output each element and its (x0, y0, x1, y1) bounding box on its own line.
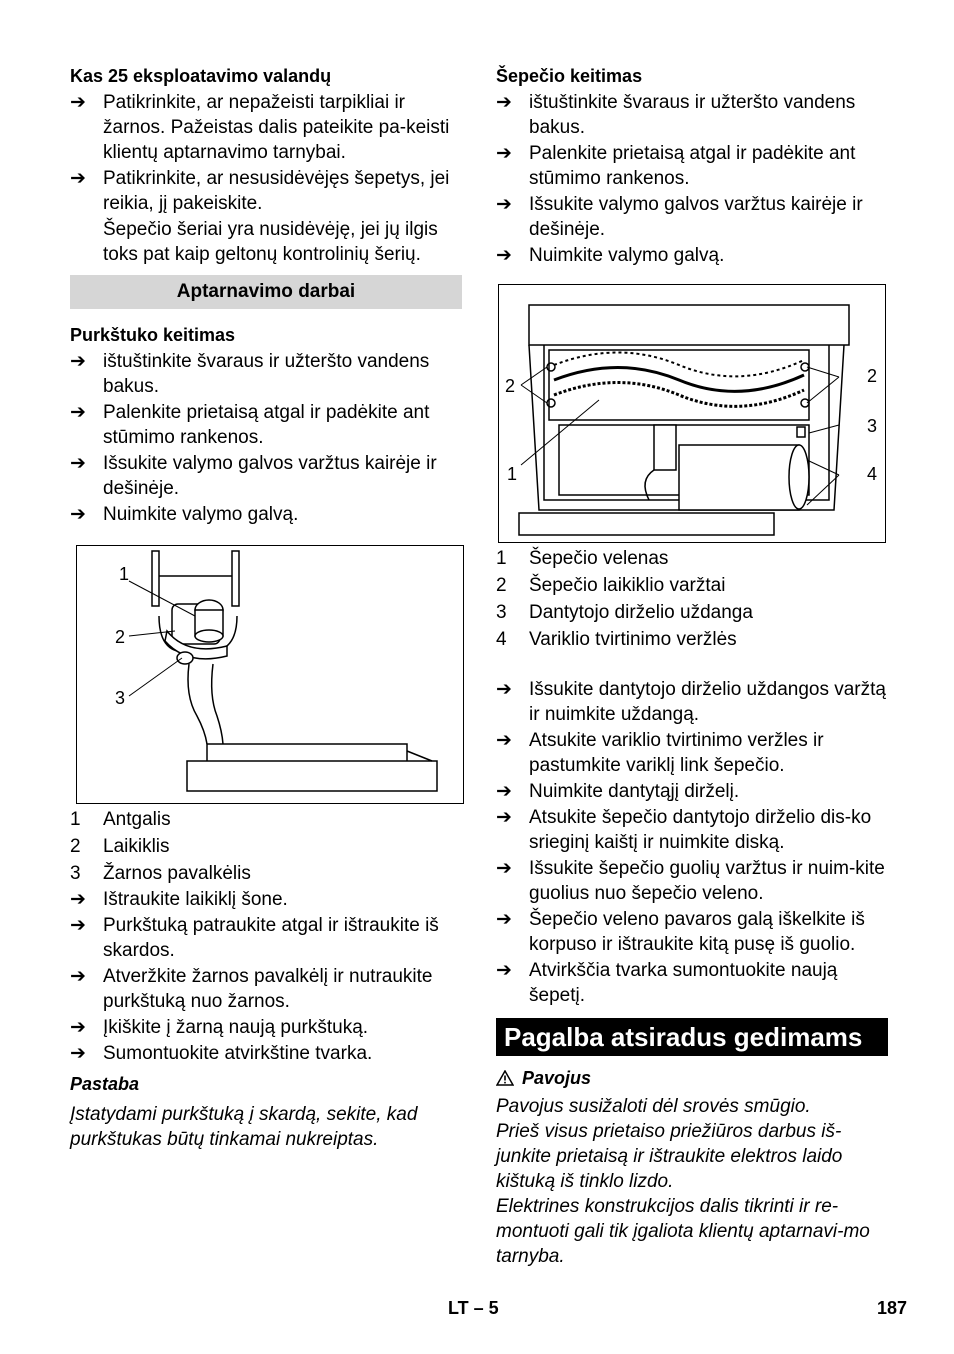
legend-text: Žarnos pavalkėlis (103, 863, 251, 884)
brush-wear-note: Šepečio šeriai yra nusidėvėję, jei jų ilgis toks pat kaip geltonų kontrolinių šerių. (103, 219, 438, 265)
legend-item (70, 806, 462, 833)
step-item (496, 192, 888, 242)
step-text: Išsukite dantytojo dirželio uždangos varžtą ir nuimkite uždangą. (529, 679, 886, 725)
right-arrow-icon: ➔ (70, 504, 86, 525)
step-text: Atsukite šepečio dantytojo dirželio dis-ko srieginį kaištį ir nuimkite diską. (529, 807, 872, 853)
step-item (496, 779, 888, 804)
note-text: Įstatydami purkštuką į skardą, sekite, kad purkštukas būtų tinkamai nukreiptas. (70, 1104, 418, 1150)
step-text: Atsukite variklio tvirtinimo veržles ir pastumkite variklį link šepečio. (529, 730, 824, 776)
legend-number: 2 (70, 836, 81, 857)
callout-3: 3 (115, 688, 126, 708)
legend-item (496, 599, 888, 626)
legend-number: 1 (70, 809, 81, 830)
right-arrow-icon: ➔ (70, 966, 86, 987)
step-text: Patikrinkite, ar nesusidėvėjęs šepetys, jei reikia, jį pakeiskite. (103, 168, 450, 214)
step-item (496, 243, 888, 268)
legend-item (70, 833, 462, 860)
right-arrow-icon: ➔ (496, 143, 512, 164)
danger-line: Pavojus susižaloti dėl srovės smūgio. (496, 1096, 811, 1117)
right-arrow-icon: ➔ (70, 92, 86, 113)
step-item (70, 166, 462, 216)
step-item (70, 913, 462, 963)
step-item (70, 887, 462, 912)
right-arrow-icon: ➔ (496, 909, 512, 930)
legend-item (70, 860, 462, 887)
warning-triangle-icon (496, 1070, 514, 1086)
step-item (496, 856, 888, 906)
brush-illustration (499, 285, 885, 542)
step-item (496, 907, 888, 957)
step-text: Ištraukite laikiklį šone. (103, 889, 288, 910)
legend-item (496, 572, 888, 599)
danger-line: Elektrines konstrukcijos dalis tikrinti ir re-montuoti gali tik įgaliota klientų aptarnavi-mo tarnyba. (496, 1196, 870, 1267)
step-text: Sumontuokite atvirkštine tvarka. (103, 1043, 373, 1064)
nozzle-illustration (77, 546, 463, 803)
step-text: Išsukite šepečio guolių varžtus ir nuim-kite guolius nuo šepečio veleno. (529, 858, 885, 904)
right-arrow-icon: ➔ (496, 679, 512, 700)
legend-text: Variklio tvirtinimo veržlės (529, 629, 737, 650)
legend-number: 3 (70, 863, 81, 884)
step-text: Purkštuką patraukite atgal ir ištraukite iš skardos. (103, 915, 439, 961)
right-arrow-icon: ➔ (70, 168, 86, 189)
callout-2-left: 2 (505, 376, 516, 396)
right-arrow-icon: ➔ (70, 351, 86, 372)
danger-line: Prieš visus prietaiso priežiūros darbus iš-junkite prietaisą ir ištraukite elektros laido kištuką iš tinklo lizdo. (496, 1121, 843, 1192)
callout-1: 1 (507, 464, 518, 484)
legend-number: 1 (496, 548, 507, 569)
callout-1: 1 (119, 564, 130, 584)
step-item (496, 677, 888, 727)
step-text: Išsukite valymo galvos varžtus kairėje ir dešinėje. (103, 453, 437, 499)
right-arrow-icon: ➔ (496, 730, 512, 751)
section-troubleshooting-title: Pagalba atsiradus gedimams (496, 1018, 888, 1056)
step-text: Palenkite prietaisą atgal ir padėkite ant stūmimo rankenos. (529, 143, 856, 189)
step-text: Atveržkite žarnos pavalkėlį ir nutraukite purkštuką nuo žarnos. (103, 966, 433, 1012)
step-item (70, 964, 462, 1014)
step-text: Nuimkite valymo galvą. (529, 245, 725, 266)
right-arrow-icon: ➔ (70, 889, 86, 910)
step-item (496, 141, 888, 191)
legend-text: Antgalis (103, 809, 171, 830)
right-column (496, 64, 888, 1269)
page-label: LT – 5 (448, 1298, 499, 1318)
left-column (70, 64, 462, 1152)
step-item (70, 349, 462, 399)
step-text: Nuimkite valymo galvą. (103, 504, 299, 525)
step-text: ištuštinkite švaraus ir užteršto vandens bakus. (529, 92, 856, 138)
step-item (496, 728, 888, 778)
step-item (70, 400, 462, 450)
step-text: Patikrinkite, ar nepažeisti tarpikliai ir žarnos. Pažeistas dalis pateikite pa-keisti klientų aptarnavimo tarnybai. (103, 92, 450, 163)
step-item (70, 451, 462, 501)
step-item (70, 1041, 462, 1066)
note-title: Pastaba (70, 1074, 140, 1094)
callout-2: 2 (115, 627, 126, 647)
nozzle-figure (76, 545, 464, 804)
section-maintenance-title: Aptarnavimo darbai (70, 275, 462, 309)
legend-text: Šepečio velenas (529, 548, 669, 569)
step-text: Įkiškite į žarną naują purkštuką. (103, 1017, 369, 1038)
danger-text (496, 1094, 888, 1269)
step-text: Išsukite valymo galvos varžtus kairėje ir dešinėje. (529, 194, 863, 240)
legend-text: Dantytojo dirželio uždanga (529, 602, 753, 623)
brush-figure (498, 284, 886, 543)
step-item (70, 502, 462, 527)
step-item (70, 1015, 462, 1040)
legend-item (496, 626, 888, 653)
right-arrow-icon: ➔ (70, 402, 86, 423)
legend-number: 3 (496, 602, 507, 623)
step-item (496, 805, 888, 855)
step-text: Nuimkite dantytąjį dirželį. (529, 781, 740, 802)
page-number: 187 (877, 1298, 908, 1318)
heading-brush-replacement: Šepečio keitimas (496, 66, 643, 86)
step-text: Šepečio veleno pavaros galą iškelkite iš korpuso ir ištraukite kitą pusę iš guolio. (529, 909, 865, 955)
right-arrow-icon: ➔ (496, 807, 512, 828)
step-item (496, 90, 888, 140)
legend-number: 2 (496, 575, 507, 596)
callout-4: 4 (867, 464, 878, 484)
right-arrow-icon: ➔ (70, 453, 86, 474)
right-arrow-icon: ➔ (496, 960, 512, 981)
legend-text: Laikiklis (103, 836, 170, 857)
right-arrow-icon: ➔ (70, 1043, 86, 1064)
step-text: Palenkite prietaisą atgal ir padėkite ant stūmimo rankenos. (103, 402, 430, 448)
legend-number: 4 (496, 629, 507, 650)
step-item (496, 958, 888, 1008)
right-arrow-icon: ➔ (496, 194, 512, 215)
right-arrow-icon: ➔ (70, 915, 86, 936)
legend-item (496, 545, 888, 572)
legend-text: Šepečio laikiklio varžtai (529, 575, 726, 596)
step-text: Atvirkščia tvarka sumontuokite naują šepetį. (529, 960, 838, 1006)
right-arrow-icon: ➔ (496, 781, 512, 802)
right-arrow-icon: ➔ (496, 245, 512, 266)
brush-legend (496, 545, 888, 653)
nozzle-legend (70, 806, 462, 887)
right-arrow-icon: ➔ (70, 1017, 86, 1038)
step-text: ištuštinkite švaraus ir užteršto vandens bakus. (103, 351, 430, 397)
heading-every-25-hours: Kas 25 eksploatavimo valandų (70, 66, 332, 86)
callout-3: 3 (867, 416, 878, 436)
callout-2-right: 2 (867, 366, 878, 386)
right-arrow-icon: ➔ (496, 858, 512, 879)
step-item (70, 90, 462, 165)
heading-nozzle-replacement: Purkštuko keitimas (70, 325, 236, 345)
right-arrow-icon: ➔ (496, 92, 512, 113)
danger-heading (496, 1066, 888, 1090)
danger-title: Pavojus (522, 1068, 592, 1088)
